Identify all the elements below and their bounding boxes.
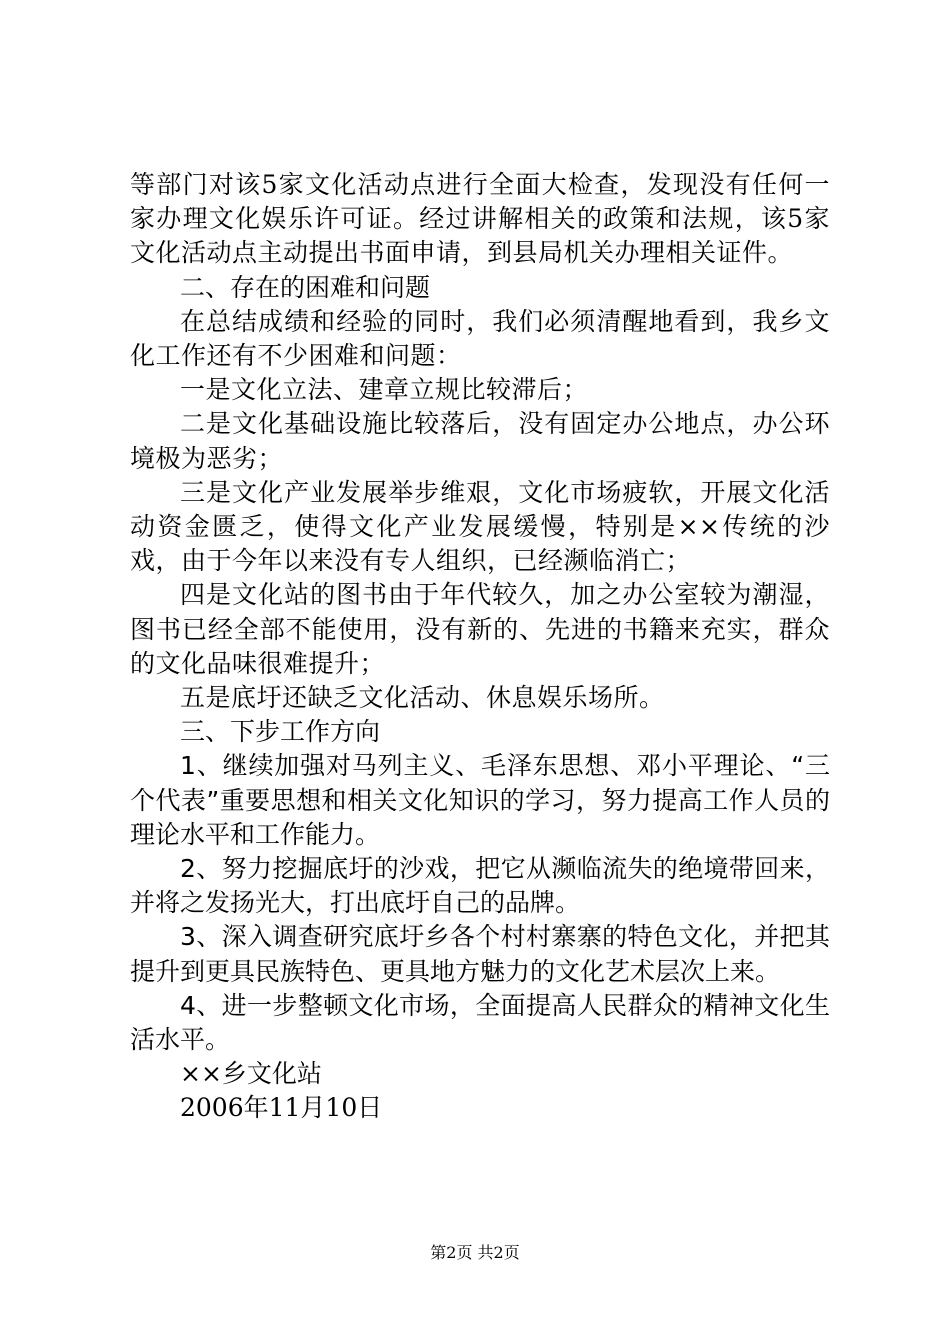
paragraph-step-4: 4、进一步整顿文化市场，全面提高人民群众的精神文化生活水平。 (130, 990, 830, 1055)
paragraph-difficulty-4: 四是文化站的图书由于年代较久，加之办公室较为潮湿，图书已经全部不能使用，没有新的、先进的书籍来充实，群众的文化品味很难提升； (130, 580, 830, 678)
paragraph-difficulty-2: 二是文化基础设施比较落后，没有固定办公地点，办公环境极为恶劣； (130, 409, 830, 473)
paragraph-difficulty-3: 三是文化产业发展举步维艰，文化市场疲软，开展文化活动资金匮乏，使得文化产业发展缓慢，特别是××传统的沙戏，由于今年以来没有专人组织，已经濒临消亡； (130, 477, 830, 576)
paragraph-difficulties-summary: 在总结成绩和经验的同时，我们必须清醒地看到，我乡文化工作还有不少困难和问题： (130, 306, 830, 371)
section-heading-difficulties: 二、存在的困难和问题 (180, 272, 431, 302)
section-heading-next-steps: 三、下步工作方向 (180, 717, 381, 747)
signature-date: 2006年11月10日 (180, 1093, 383, 1123)
paragraph-step-3: 3、深入调查研究底圩乡各个村村寨寨的特色文化，并把其提升到更具民族特色、更具地方魅力的文化艺术层次上来。 (130, 922, 830, 986)
signature-organization: ××乡文化站 (180, 1059, 322, 1089)
document-body (130, 168, 830, 1126)
paragraph-difficulty-1: 一是文化立法、建章立规比较滞后； (180, 375, 589, 405)
paragraph-difficulty-5: 五是底圩还缺乏文化活动、休息娱乐场所。 (180, 683, 665, 713)
paragraph-step-2: 2、努力挖掘底圩的沙戏，把它从濒临流失的绝境带回来，并将之发扬光大，打出底圩自己的品牌。 (130, 854, 830, 918)
page-footer: 第2页 共2页 (430, 1243, 520, 1262)
paragraph-step-1: 1、继续加强对马列主义、毛泽东思想、邓小平理论、“三个代表”重要思想和相关文化知识的学习，努力提高工作人员的理论水平和工作能力。 (130, 751, 830, 849)
paragraph-intro-continuation: 等部门对该5家文化活动点进行全面大检查，发现没有任何一家办理文化娱乐许可证。经过讲解相关的政策和法规，该5家文化活动点主动提出书面申请，到县局机关办理相关证件。 (130, 170, 830, 268)
